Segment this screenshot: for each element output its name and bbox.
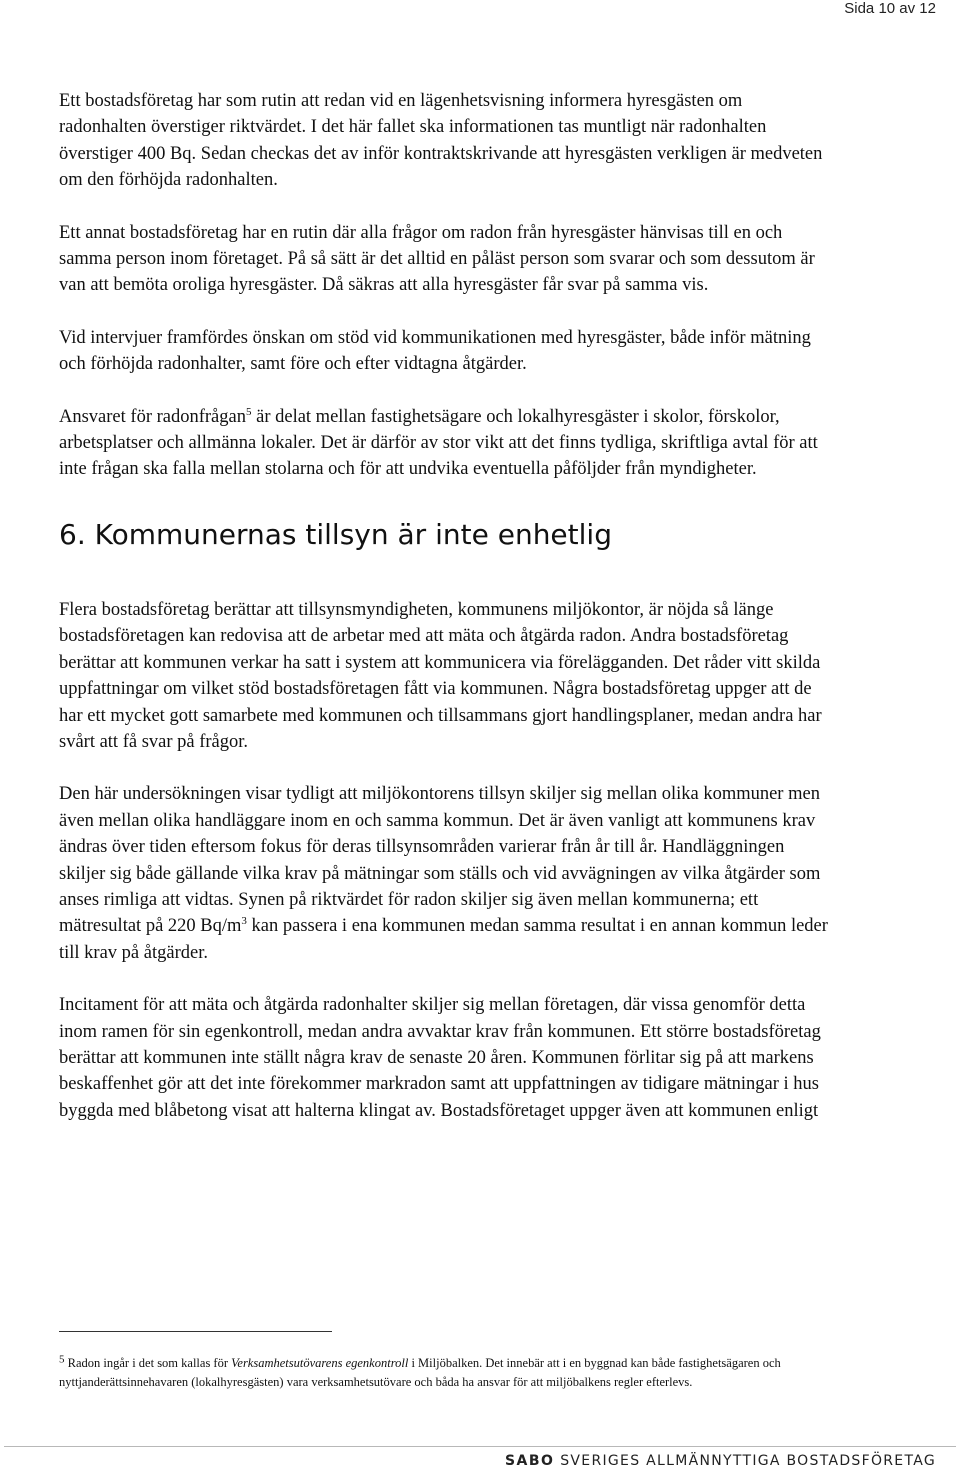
footer-divider [4, 1446, 956, 1447]
footer-logo-text: SVERIGES ALLMÄNNYTTIGA BOSTADSFÖRETAG [560, 1453, 936, 1469]
paragraph-2: Ett annat bostadsföretag har en rutin där alla frågor om radon från hyresgäster hänvisas till en och samma person inom företaget. På så sätt är det alltid en påläst person som svarar och som dessutom är van att bemöta oroliga hyresgäster. Då säkras att alla hyresgäster får svar på samma vis. [59, 222, 815, 296]
section-paragraph-2-text-start: Den här undersökningen visar tydligt att miljökontorens tillsyn skiljer sig mellan olika kommuner men även mellan olika handläggare inom en och samma kommun. Det är även vanligt att kommunens krav ändras över tiden eftersom fokus för deras tillsynsområden varierar från år till år. Handläggningen skiljer sig både gällande vilka krav på mätningar som ställs och vid avvägningen av vilka åtgärder som anses rimliga att vidtas. Synen på riktvärdet för radon skiljer sig även mellan kommunerna; ett mätresultat på 220 Bq/m [59, 784, 821, 937]
footnote-italic-term: Verksamhetsutövarens egenkontroll [231, 1356, 409, 1370]
footnote-number: 5 [59, 1353, 65, 1366]
page-number: Sida 10 av 12 [844, 0, 936, 17]
paragraph-4-text-start: Ansvaret för radonfrågan [59, 406, 246, 427]
section-paragraph-3: Incitament för att mäta och åtgärda radonhalter skiljer sig mellan företagen, där vissa genomför detta inom ramen för sin egenkontroll, medan andra avvaktar krav från kommunen. Ett större bostadsföretag berättar att kommunen inte ställt några krav de senaste 20 åren. Kommunen förlitar sig på att markens beskaffenhet gör att det inte förekommer markradon samt att uppfattningen av tidigare mätningar i hus byggda med blåbetong visat att halterna klingat av. Bostadsföretaget uppger även att kommunen enligt [59, 995, 821, 1121]
paragraph-1: Ett bostadsföretag har som rutin att redan vid en lägenhetsvisning informera hyresgästen om radonhalten överstiger riktvärdet. I det här fallet ska informationen tas muntligt när radonhalten överstiger 400 Bq. Sedan checkas det av inför kontraktskrivande att hyresgästen verkligen är medveten om den förhöjda radonhalten. [59, 91, 823, 191]
section-heading: 6. Kommunernas tillsyn är inte enhetlig [59, 517, 612, 551]
footer-logo [505, 1452, 936, 1470]
document-body [59, 88, 829, 1150]
section-paragraph-1: Flera bostadsföretag berättar att tillsynsmyndigheten, kommunens miljökontor, är nöjda så länge bostadsföretagen kan redovisa att de arbetar med att mäta och åtgärda radon. Andra bostadsföretag berättar att kommunen verkar ha satt i system att kommunicera via förelägganden. Det råder vitt skilda uppfattningar om vilket stöd bostadsföretagen fått via kommunen. Några bostadsföretag uppger att de har ett mycket gott samarbete med kommunen och tillsammans gjort handlingsplaner, medan andra har svårt att få svar på frågor. [59, 599, 822, 752]
footnote [59, 1354, 829, 1392]
footnote-reference: 5 [245, 405, 252, 418]
footnote-separator [59, 1331, 332, 1332]
section-paragraph-2-text-end: kan passera i ena kommunen medan samma resultat i en annan kommun leder till krav på åtgärder. [59, 916, 828, 963]
paragraph-4-text-end: är delat mellan fastighetsägare och lokalhyresgäster i skolor, förskolor, arbetsplatser och allmänna lokaler. Det är därför av stor vikt att det finns tydliga, skriftliga avtal för att inte frågan ska falla mellan stolarna och för att undvika eventuella påföljder från myndigheter. [59, 406, 818, 480]
footer-logo-mark: SABO [504, 1453, 555, 1469]
unit-exponent: 3 [241, 915, 247, 928]
section-paragraph-2 [59, 781, 829, 966]
paragraph-4 [59, 404, 829, 483]
paragraph-3: Vid intervjuer framfördes önskan om stöd vid kommunikationen med hyresgäster, både inför mätning och förhöjda radonhalter, samt före och efter vidtagna åtgärder. [59, 327, 811, 375]
footnote-text-end: i Miljöbalken. Det innebär att i en byggnad kan både fastighetsägaren och nyttjanderättsinnehavaren (lokalhyresgästen) vara verksamhetsutövare och båda ha ansvar för att miljöbalkens regler efterlevs. [59, 1356, 781, 1389]
footnote-text-start: Radon ingår i det som kallas för [64, 1356, 232, 1370]
